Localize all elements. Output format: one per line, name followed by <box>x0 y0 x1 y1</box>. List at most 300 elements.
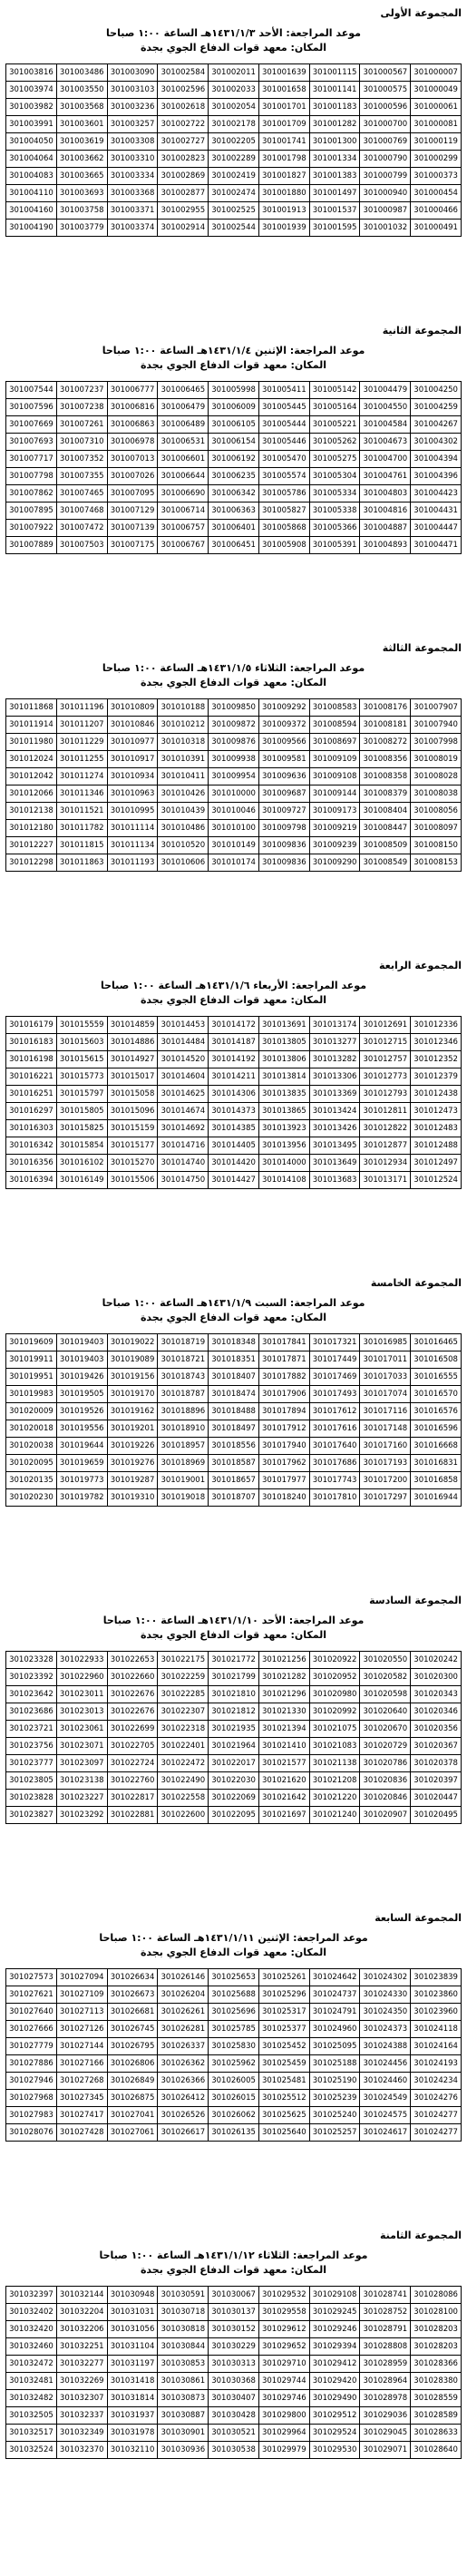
id-table <box>5 1968 462 2142</box>
id-cell: 301012757 <box>360 1051 411 1068</box>
id-cell: 301006816 <box>107 399 158 416</box>
id-cell: 301006777 <box>107 382 158 399</box>
id-cell: 301017033 <box>360 1369 411 1386</box>
table-row <box>6 64 462 82</box>
id-cell: 301028086 <box>411 2287 462 2304</box>
id-cell: 301000119 <box>411 133 462 151</box>
table-row <box>6 485 462 503</box>
id-cell: 301007998 <box>411 734 462 751</box>
id-cell: 301029045 <box>360 2425 411 2442</box>
id-cell: 301022653 <box>107 1652 158 1669</box>
id-cell: 301032517 <box>6 2425 57 2442</box>
id-cell: 301021220 <box>309 1790 360 1807</box>
id-cell: 301023960 <box>411 2004 462 2021</box>
id-cell: 301004302 <box>411 434 462 451</box>
id-cell: 301022960 <box>56 1669 107 1686</box>
id-cell: 301006601 <box>158 451 209 468</box>
id-cell: 301029530 <box>309 2442 360 2459</box>
id-cell: 301032460 <box>6 2338 57 2356</box>
id-cell: 301025785 <box>209 2021 259 2038</box>
id-cell: 301028380 <box>411 2373 462 2390</box>
id-cell: 301030853 <box>158 2356 209 2373</box>
id-cell: 301021410 <box>258 1738 309 1755</box>
id-cell: 301026806 <box>107 2055 158 2073</box>
id-cell: 301020495 <box>411 1807 462 1824</box>
id-cell: 301021812 <box>209 1703 259 1721</box>
id-cell: 301017640 <box>309 1438 360 1455</box>
id-cell: 301024350 <box>360 2004 411 2021</box>
table-row <box>6 503 462 520</box>
id-cell: 301000081 <box>411 116 462 133</box>
id-cell: 301020907 <box>360 1807 411 1824</box>
table-row <box>6 2338 462 2356</box>
id-cell: 301014187 <box>209 1034 259 1051</box>
id-cell: 301009292 <box>258 699 309 717</box>
id-cell: 301021138 <box>309 1755 360 1772</box>
id-cell: 301011134 <box>107 837 158 854</box>
id-cell: 301021964 <box>209 1738 259 1755</box>
id-cell: 301009581 <box>258 751 309 768</box>
id-cell: 301004550 <box>360 399 411 416</box>
id-cell: 301017148 <box>360 1420 411 1438</box>
id-cell: 301030844 <box>158 2338 209 2356</box>
table-row <box>6 1051 462 1068</box>
table-row <box>6 717 462 734</box>
id-cell: 301008697 <box>309 734 360 751</box>
id-cell: 301020135 <box>6 1472 57 1489</box>
id-cell: 301022676 <box>107 1686 158 1703</box>
id-cell: 301027968 <box>6 2090 57 2107</box>
table-row <box>6 2055 462 2073</box>
id-cell: 301010977 <box>107 734 158 751</box>
id-cell: 301001827 <box>258 168 309 185</box>
id-cell: 301018743 <box>158 1369 209 1386</box>
id-cell: 301015825 <box>56 1120 107 1137</box>
id-cell: 301032397 <box>6 2287 57 2304</box>
id-cell: 301000007 <box>411 64 462 82</box>
id-cell: 301026366 <box>158 2073 209 2090</box>
id-cell: 301027094 <box>56 1969 107 1986</box>
id-cell: 301004816 <box>360 503 411 520</box>
id-cell: 301016149 <box>56 1172 107 1189</box>
id-cell: 301022017 <box>209 1755 259 1772</box>
id-cell: 301022933 <box>56 1652 107 1669</box>
id-cell: 301024960 <box>309 2021 360 2038</box>
id-cell: 301000061 <box>411 99 462 116</box>
id-cell: 301022705 <box>107 1738 158 1755</box>
id-cell: 301021810 <box>209 1686 259 1703</box>
id-cell: 301019276 <box>107 1455 158 1472</box>
id-cell: 301003310 <box>107 151 158 168</box>
id-cell: 301002054 <box>209 99 259 116</box>
id-cell: 301015096 <box>107 1103 158 1120</box>
id-cell: 301028076 <box>6 2124 57 2142</box>
id-table <box>5 381 462 554</box>
id-cell: 301015017 <box>107 1068 158 1086</box>
id-cell: 301032204 <box>56 2304 107 2321</box>
table-row <box>6 768 462 785</box>
id-cell: 301005446 <box>258 434 309 451</box>
id-cell: 301011114 <box>107 820 158 837</box>
group-place: المكان: معهد قوات الدفاع الجوي بجدة <box>140 42 327 54</box>
id-cell: 301025459 <box>258 2055 309 2073</box>
id-cell: 301032337 <box>56 2407 107 2425</box>
id-cell: 301014625 <box>158 1086 209 1103</box>
group-section <box>5 642 462 960</box>
id-cell: 301017894 <box>258 1403 309 1420</box>
id-cell: 301019170 <box>107 1386 158 1403</box>
id-cell: 301017962 <box>258 1455 309 1472</box>
group-section <box>5 1912 462 2230</box>
id-table <box>5 2286 462 2459</box>
id-cell: 301004160 <box>6 202 57 220</box>
id-cell: 301029532 <box>258 2287 309 2304</box>
id-cell: 301007237 <box>56 382 107 399</box>
id-cell: 301011229 <box>56 734 107 751</box>
id-cell: 301017940 <box>258 1438 309 1455</box>
id-cell: 301004190 <box>6 220 57 237</box>
id-cell: 301021256 <box>258 1652 309 1669</box>
id-cell: 301028559 <box>411 2390 462 2407</box>
id-cell: 301003816 <box>6 64 57 82</box>
id-cell: 301018721 <box>158 1351 209 1369</box>
id-cell: 301013282 <box>309 1051 360 1068</box>
id-cell: 301020230 <box>6 1489 57 1507</box>
id-cell: 301000466 <box>411 202 462 220</box>
id-cell: 301016858 <box>411 1472 462 1489</box>
id-cell: 301007798 <box>6 468 57 485</box>
id-cell: 301005998 <box>209 382 259 399</box>
id-cell: 301018351 <box>209 1351 259 1369</box>
id-cell: 301004700 <box>360 451 411 468</box>
id-cell: 301006978 <box>107 434 158 451</box>
id-cell: 301023839 <box>411 1969 462 1986</box>
id-cell: 301003374 <box>107 220 158 237</box>
id-cell: 301019201 <box>107 1420 158 1438</box>
id-cell: 301005221 <box>309 416 360 434</box>
id-cell: 301016570 <box>411 1386 462 1403</box>
id-cell: 301014604 <box>158 1068 209 1086</box>
id-cell: 301001880 <box>258 185 309 202</box>
group-section <box>5 325 462 642</box>
id-cell: 301009372 <box>258 717 309 734</box>
id-cell: 301001798 <box>258 151 309 168</box>
id-cell: 301020670 <box>360 1721 411 1738</box>
id-cell: 301018240 <box>258 1489 309 1507</box>
id-cell: 301008176 <box>360 699 411 717</box>
id-cell: 301009144 <box>309 785 360 803</box>
id-cell: 301029245 <box>309 2304 360 2321</box>
table-row <box>6 854 462 872</box>
id-cell: 301030067 <box>209 2287 259 2304</box>
id-cell: 301020992 <box>309 1703 360 1721</box>
id-cell: 301013835 <box>258 1086 309 1103</box>
id-cell: 301005338 <box>309 503 360 520</box>
id-cell: 301021240 <box>309 1807 360 1824</box>
id-cell: 301025190 <box>309 2073 360 2090</box>
id-cell: 301008549 <box>360 854 411 872</box>
id-cell: 301004673 <box>360 434 411 451</box>
id-cell: 301014420 <box>209 1155 259 1172</box>
id-cell: 301021935 <box>209 1721 259 1738</box>
id-cell: 301016465 <box>411 1334 462 1351</box>
id-cell: 301017841 <box>258 1334 309 1351</box>
id-cell: 301001300 <box>309 133 360 151</box>
id-cell: 301029108 <box>309 2287 360 2304</box>
id-cell: 301028366 <box>411 2356 462 2373</box>
id-cell: 301003090 <box>107 64 158 82</box>
table-row <box>6 451 462 468</box>
id-cell: 301002178 <box>209 116 259 133</box>
group-title: المجموعة الثالثة <box>382 642 462 654</box>
group-place: المكان: معهد قوات الدفاع الجوي بجدة <box>140 994 327 1006</box>
id-cell: 301004471 <box>411 537 462 554</box>
id-cell: 301007472 <box>56 520 107 537</box>
id-cell: 301014453 <box>158 1017 209 1034</box>
id-cell: 301027573 <box>6 1969 57 1986</box>
id-cell: 301007095 <box>107 485 158 503</box>
id-cell: 301022175 <box>158 1652 209 1669</box>
id-cell: 301003368 <box>107 185 158 202</box>
id-cell: 301013814 <box>258 1068 309 1086</box>
id-table <box>5 1651 462 1824</box>
id-cell: 301017810 <box>309 1489 360 1507</box>
table-row <box>6 382 462 399</box>
id-cell: 301017912 <box>258 1420 309 1438</box>
id-cell: 301026745 <box>107 2021 158 2038</box>
id-cell: 301000575 <box>360 82 411 99</box>
table-row <box>6 2287 462 2304</box>
id-cell: 301009290 <box>309 854 360 872</box>
id-cell: 301014927 <box>107 1051 158 1068</box>
id-cell: 301007026 <box>107 468 158 485</box>
id-cell: 301002525 <box>209 202 259 220</box>
table-row <box>6 803 462 820</box>
table-row <box>6 220 462 237</box>
id-cell: 301032481 <box>6 2373 57 2390</box>
id-cell: 301005164 <box>309 399 360 416</box>
id-cell: 301012497 <box>411 1155 462 1172</box>
id-cell: 301004396 <box>411 468 462 485</box>
group-section <box>5 1277 462 1595</box>
id-cell: 301010318 <box>158 734 209 751</box>
table-row <box>6 2373 462 2390</box>
table-row <box>6 1721 462 1738</box>
id-cell: 301016179 <box>6 1017 57 1034</box>
id-cell: 301023097 <box>56 1755 107 1772</box>
group-schedule: موعد المراجعة: الإثنين ١٤٣١/١/١١هـ الساعة ١:٠٠ صباحا <box>99 1932 368 1944</box>
id-cell: 301015615 <box>56 1051 107 1068</box>
id-cell: 301018587 <box>209 1455 259 1472</box>
id-cell: 301018556 <box>209 1438 259 1455</box>
id-cell: 301002289 <box>209 151 259 168</box>
id-cell: 301020922 <box>309 1652 360 1669</box>
id-cell: 301022307 <box>158 1703 209 1721</box>
id-cell: 301011521 <box>56 803 107 820</box>
id-cell: 301019644 <box>56 1438 107 1455</box>
id-cell: 301006644 <box>158 468 209 485</box>
group-place: المكان: معهد قوات الدفاع الجوي بجدة <box>140 359 327 371</box>
id-cell: 301026015 <box>209 2090 259 2107</box>
id-cell: 301011274 <box>56 768 107 785</box>
id-cell: 301022676 <box>107 1703 158 1721</box>
id-cell: 301005470 <box>258 451 309 468</box>
id-cell: 301006531 <box>158 434 209 451</box>
id-cell: 301011863 <box>56 854 107 872</box>
group-title: المجموعة الأولى <box>380 7 462 19</box>
id-cell: 301032472 <box>6 2356 57 2373</box>
id-cell: 301008038 <box>411 785 462 803</box>
id-cell: 301027666 <box>6 2021 57 2038</box>
id-cell: 301007175 <box>107 537 158 554</box>
id-cell: 301010391 <box>158 751 209 768</box>
id-cell: 301027345 <box>56 2090 107 2107</box>
id-cell: 301023061 <box>56 1721 107 1738</box>
table-row <box>6 1120 462 1137</box>
id-cell: 301013805 <box>258 1034 309 1051</box>
group-place: المكان: معهد قوات الدفاع الجوي بجدة <box>140 1312 327 1323</box>
id-cell: 301032251 <box>56 2338 107 2356</box>
id-cell: 301001658 <box>258 82 309 99</box>
id-cell: 301007139 <box>107 520 158 537</box>
table-row <box>6 1172 462 1189</box>
id-cell: 301003991 <box>6 116 57 133</box>
id-cell: 301020356 <box>411 1721 462 1738</box>
id-cell: 301013426 <box>309 1120 360 1137</box>
id-cell: 301027113 <box>56 2004 107 2021</box>
table-row <box>6 2038 462 2055</box>
id-cell: 301003568 <box>56 99 107 116</box>
id-cell: 301032349 <box>56 2425 107 2442</box>
id-cell: 301026849 <box>107 2073 158 2090</box>
id-cell: 301013277 <box>309 1034 360 1051</box>
id-cell: 301016576 <box>411 1403 462 1420</box>
id-cell: 301028640 <box>411 2442 462 2459</box>
id-cell: 301005142 <box>309 382 360 399</box>
id-cell: 301014172 <box>209 1017 259 1034</box>
id-cell: 301030407 <box>209 2390 259 2407</box>
id-cell: 301019089 <box>107 1351 158 1369</box>
id-cell: 301011868 <box>6 699 57 717</box>
id-cell: 301014108 <box>258 1172 309 1189</box>
id-cell: 301024277 <box>411 2124 462 2142</box>
id-cell: 301007862 <box>6 485 57 503</box>
id-cell: 301019782 <box>56 1489 107 1507</box>
id-cell: 301004431 <box>411 503 462 520</box>
id-cell: 301029800 <box>258 2407 309 2425</box>
id-cell: 301027109 <box>56 1986 107 2004</box>
id-cell: 301002869 <box>158 168 209 185</box>
id-cell: 301006479 <box>158 399 209 416</box>
id-cell: 301023328 <box>6 1652 57 1669</box>
id-cell: 301010100 <box>209 820 259 837</box>
table-row <box>6 116 462 133</box>
id-cell: 301006767 <box>158 537 209 554</box>
group-section <box>5 2230 462 2547</box>
table-row <box>6 1790 462 1807</box>
id-cell: 301012438 <box>411 1086 462 1103</box>
id-cell: 301023642 <box>6 1686 57 1703</box>
id-cell: 301008019 <box>411 751 462 768</box>
id-cell: 301001595 <box>309 220 360 237</box>
id-cell: 301027126 <box>56 2021 107 2038</box>
id-cell: 301021330 <box>258 1703 309 1721</box>
id-cell: 301020729 <box>360 1738 411 1755</box>
id-cell: 301016831 <box>411 1455 462 1472</box>
id-cell: 301013424 <box>309 1103 360 1120</box>
id-cell: 301005444 <box>258 416 309 434</box>
id-cell: 301004250 <box>411 382 462 399</box>
id-cell: 301002722 <box>158 116 209 133</box>
id-cell: 301029490 <box>309 2390 360 2407</box>
id-cell: 301000987 <box>360 202 411 220</box>
id-cell: 301008181 <box>360 717 411 734</box>
id-cell: 301015773 <box>56 1068 107 1086</box>
id-cell: 301024388 <box>360 2038 411 2055</box>
id-cell: 301010188 <box>158 699 209 717</box>
id-cell: 301019773 <box>56 1472 107 1489</box>
id-cell: 301022259 <box>158 1669 209 1686</box>
id-cell: 301024302 <box>360 1969 411 1986</box>
id-cell: 301023686 <box>6 1703 57 1721</box>
id-cell: 301028741 <box>360 2287 411 2304</box>
id-cell: 301012024 <box>6 751 57 768</box>
id-cell: 301029964 <box>258 2425 309 2442</box>
id-cell: 301012811 <box>360 1103 411 1120</box>
id-cell: 301024330 <box>360 1986 411 2004</box>
id-cell: 301027166 <box>56 2055 107 2073</box>
id-cell: 301030887 <box>158 2407 209 2425</box>
id-cell: 301022699 <box>107 1721 158 1738</box>
id-cell: 301022490 <box>158 1772 209 1790</box>
table-row <box>6 520 462 537</box>
id-cell: 301029710 <box>258 2356 309 2373</box>
id-cell: 301016102 <box>56 1155 107 1172</box>
id-cell: 301023071 <box>56 1738 107 1755</box>
id-cell: 301026261 <box>158 2004 209 2021</box>
table-row <box>6 1489 462 1507</box>
id-cell: 301003257 <box>107 116 158 133</box>
id-cell: 301012773 <box>360 1068 411 1086</box>
id-cell: 301012473 <box>411 1103 462 1120</box>
table-row <box>6 1986 462 2004</box>
id-cell: 301007669 <box>6 416 57 434</box>
id-cell: 301001334 <box>309 151 360 168</box>
id-cell: 301007468 <box>56 503 107 520</box>
id-cell: 301019022 <box>107 1334 158 1351</box>
id-cell: 301002618 <box>158 99 209 116</box>
id-cell: 301006451 <box>209 537 259 554</box>
id-cell: 301009836 <box>258 837 309 854</box>
id-cell: 301018969 <box>158 1455 209 1472</box>
id-cell: 301027417 <box>56 2107 107 2124</box>
id-cell: 301007544 <box>6 382 57 399</box>
id-cell: 301012715 <box>360 1034 411 1051</box>
id-cell: 301026795 <box>107 2038 158 2055</box>
id-cell: 301001115 <box>309 64 360 82</box>
table-row <box>6 2425 462 2442</box>
id-cell: 301022558 <box>158 1790 209 1807</box>
id-cell: 301007895 <box>6 503 57 520</box>
id-cell: 301004447 <box>411 520 462 537</box>
id-cell: 301027041 <box>107 2107 158 2124</box>
id-cell: 301015159 <box>107 1120 158 1137</box>
id-cell: 301002727 <box>158 133 209 151</box>
id-cell: 301019983 <box>6 1386 57 1403</box>
id-cell: 301019403 <box>56 1351 107 1369</box>
group-schedule: موعد المراجعة: الثلاثاء ١٤٣١/١/١٢هـ الساعة ١:٠٠ صباحا <box>99 2249 368 2261</box>
table-row <box>6 734 462 751</box>
